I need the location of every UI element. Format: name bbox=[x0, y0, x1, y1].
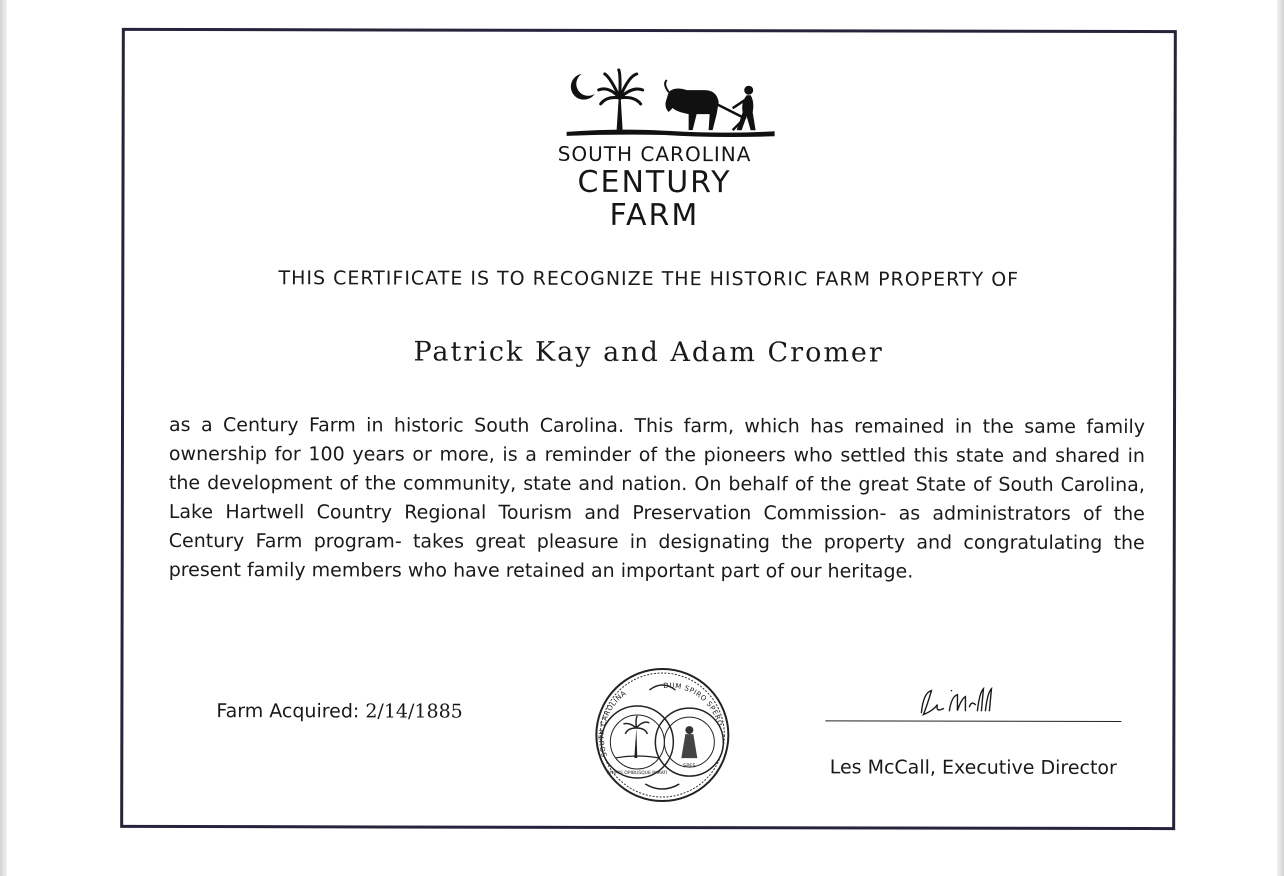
farm-acquired-label: Farm Acquired: bbox=[216, 700, 366, 723]
state-seal-icon bbox=[593, 666, 731, 804]
signature-icon bbox=[913, 683, 1003, 723]
seal-left-text: ANIMIS OPIBUSQUE PARATI bbox=[607, 770, 668, 777]
farm-acquired-date: 2/14/1885 bbox=[365, 700, 463, 723]
certificate-body-text: as a Century Farm in historic South Carolina. This farm, which has remained in the same family ownership for 100 years or more, is a reminder of the pioneers who settled this state and shared in the development of the community, state and nation. On behalf of the great State of South Carolina, Lake Hartwell Country Regional Tourism and Preservation Commission- as administrators of the Century Farm program- takes great pleasure in designating the property and congratulating the present family members who have retained an important part of our heritage. bbox=[168, 413, 1146, 583]
logo-farm-text: FARM bbox=[609, 197, 700, 234]
logo-century-text: CENTURY bbox=[577, 164, 732, 201]
viewer-edge-right bbox=[1277, 0, 1284, 876]
recognition-heading: THIS CERTIFICATE IS TO RECOGNIZE THE HISTORIC FARM PROPERTY OF bbox=[278, 267, 1020, 291]
farm-acquired-line bbox=[216, 700, 462, 723]
logo-state-name: SOUTH CAROLINA bbox=[557, 141, 752, 167]
director-name-title: Les McCall, Executive Director bbox=[829, 756, 1117, 779]
viewer-edge-left bbox=[0, 0, 7, 876]
owner-names: Patrick Kay and Adam Cromer bbox=[413, 336, 884, 369]
svg-text:DUM SPIRO SPERO bbox=[663, 682, 724, 728]
certificate-frame bbox=[120, 28, 1177, 830]
seal-top-text: SOUTH CAROLINA bbox=[597, 689, 628, 758]
seal-right-text: DUM SPIRO SPERO bbox=[663, 681, 724, 728]
century-farm-logo-icon bbox=[565, 68, 777, 142]
seal-bottom-text: SPES bbox=[683, 763, 696, 770]
